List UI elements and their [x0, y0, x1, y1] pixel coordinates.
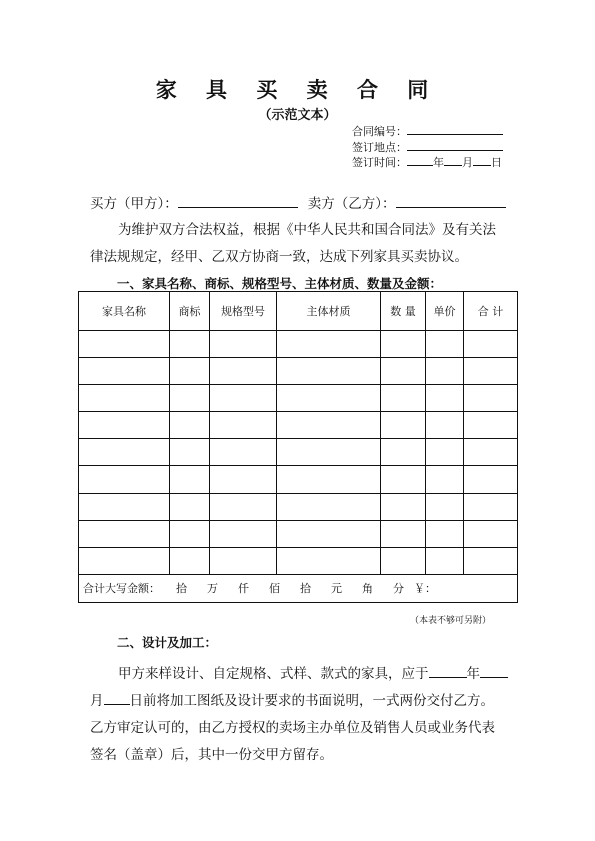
- sign-month-field[interactable]: [444, 154, 462, 166]
- unit-qian: 仟: [238, 582, 249, 596]
- table-cell[interactable]: [426, 493, 464, 520]
- table-cell[interactable]: [426, 412, 464, 439]
- sign-time-row: [352, 154, 502, 170]
- table-cell[interactable]: [210, 385, 277, 412]
- unit-fen: 分: [393, 582, 404, 596]
- table-cell[interactable]: [79, 358, 170, 385]
- total-amount-row: [79, 574, 518, 602]
- sign-year-field[interactable]: [407, 154, 433, 166]
- delivery-month-field[interactable]: [480, 663, 508, 678]
- sign-month-label: 月: [462, 156, 473, 169]
- table-cell[interactable]: [381, 385, 426, 412]
- sign-place-field[interactable]: [407, 139, 503, 151]
- table-cell[interactable]: [277, 547, 381, 574]
- table-cell[interactable]: [426, 439, 464, 466]
- delivery-year-label: 年: [466, 666, 480, 682]
- table-cell[interactable]: [170, 466, 210, 493]
- table-row: [79, 358, 518, 385]
- sign-place-label: 签订地点：: [352, 141, 407, 154]
- seller-field[interactable]: [396, 193, 506, 208]
- total-amount-cell: [79, 574, 518, 602]
- table-cell[interactable]: [79, 493, 170, 520]
- section2-line-2-text: 日前将加工图纸及设计要求的书面说明，一式两份交付乙方。: [129, 693, 494, 709]
- unit-shi-2: 拾: [300, 582, 311, 596]
- section2-line-4: 签名（盖章）后，其中一份交甲方留存。: [90, 747, 333, 763]
- table-cell[interactable]: [381, 493, 426, 520]
- sign-day-label: 日: [491, 156, 502, 169]
- contract-number-field[interactable]: [407, 123, 503, 135]
- col-header-material: 主体材质: [277, 292, 381, 331]
- table-cell[interactable]: [381, 358, 426, 385]
- table-cell[interactable]: [79, 412, 170, 439]
- col-header-subtotal: 合 计: [464, 292, 518, 331]
- delivery-day-field[interactable]: [104, 690, 130, 705]
- table-cell[interactable]: [464, 493, 518, 520]
- table-cell[interactable]: [277, 439, 381, 466]
- table-cell[interactable]: [210, 493, 277, 520]
- table-cell[interactable]: [210, 439, 277, 466]
- table-cell[interactable]: [210, 520, 277, 547]
- intro-line-1: 为维护双方合法权益，根据《中华人民共和国合同法》及有关法: [118, 222, 496, 238]
- table-cell[interactable]: [277, 520, 381, 547]
- unit-yuan: 元: [331, 582, 342, 596]
- section2-line-3: 乙方审定认可的，由乙方授权的卖场主办单位及销售人员或业务代表: [90, 720, 495, 736]
- table-cell[interactable]: [170, 439, 210, 466]
- table-cell[interactable]: [170, 331, 210, 358]
- table-cell[interactable]: [210, 466, 277, 493]
- table-cell[interactable]: [79, 520, 170, 547]
- table-cell[interactable]: [381, 547, 426, 574]
- table-cell[interactable]: [381, 412, 426, 439]
- table-row: [79, 439, 518, 466]
- table-cell[interactable]: [426, 466, 464, 493]
- table-cell[interactable]: [79, 385, 170, 412]
- table-cell[interactable]: [464, 547, 518, 574]
- delivery-year-field[interactable]: [429, 663, 467, 678]
- table-cell[interactable]: [381, 331, 426, 358]
- table-cell[interactable]: [464, 466, 518, 493]
- table-row: [79, 493, 518, 520]
- table-cell[interactable]: [210, 547, 277, 574]
- table-cell[interactable]: [277, 331, 381, 358]
- table-cell[interactable]: [210, 412, 277, 439]
- table-cell[interactable]: [277, 493, 381, 520]
- table-cell[interactable]: [426, 331, 464, 358]
- section2-line-1: [118, 662, 508, 682]
- table-cell[interactable]: [170, 412, 210, 439]
- table-row: [79, 520, 518, 547]
- table-row: [79, 331, 518, 358]
- buyer-field[interactable]: [178, 193, 298, 208]
- unit-jiao: 角: [362, 582, 373, 596]
- table-cell[interactable]: [464, 358, 518, 385]
- buyer-label: 买方（甲方）：: [90, 196, 178, 212]
- document-title: 家 具 买 卖 合 同: [155, 78, 440, 102]
- table-cell[interactable]: [381, 466, 426, 493]
- table-cell[interactable]: [210, 331, 277, 358]
- unit-shi-1: 拾: [176, 582, 187, 596]
- table-cell[interactable]: [170, 520, 210, 547]
- seller-label: 卖方（乙方）：: [307, 196, 396, 212]
- table-cell[interactable]: [79, 331, 170, 358]
- unit-yen-sign: ￥：: [414, 582, 436, 596]
- table-cell[interactable]: [277, 412, 381, 439]
- table-cell[interactable]: [170, 547, 210, 574]
- table-cell[interactable]: [426, 520, 464, 547]
- table-cell[interactable]: [426, 385, 464, 412]
- table-note: （本表不够可另附）: [410, 616, 492, 626]
- furniture-table: [78, 291, 518, 603]
- table-cell[interactable]: [426, 547, 464, 574]
- document-subtitle: （示范文本）: [258, 108, 337, 123]
- total-amount-label: 合计大写金额：: [83, 582, 160, 596]
- table-cell[interactable]: [277, 358, 381, 385]
- contract-number-label: 合同编号：: [352, 125, 407, 138]
- table-cell[interactable]: [277, 385, 381, 412]
- table-cell[interactable]: [464, 412, 518, 439]
- table-row: [79, 466, 518, 493]
- table-cell[interactable]: [170, 358, 210, 385]
- unit-bai: 佰: [269, 582, 280, 596]
- delivery-month-label: 月: [90, 693, 104, 709]
- section2-line-1-text: 甲方来样设计、自定规格、式样、款式的家具，应于: [118, 666, 429, 682]
- table-row: [79, 547, 518, 574]
- col-header-unit-price: 单价: [426, 292, 464, 331]
- table-cell[interactable]: [464, 331, 518, 358]
- section2-line-2: [90, 689, 494, 709]
- col-header-name: 家具名称: [79, 292, 170, 331]
- col-header-quantity: 数 量: [381, 292, 426, 331]
- table-cell[interactable]: [464, 385, 518, 412]
- section1-heading: 一、家具名称、商标、规格型号、主体材质、数量及金额：: [117, 276, 443, 291]
- table-cell[interactable]: [277, 466, 381, 493]
- table-row: [79, 412, 518, 439]
- col-header-brand: 商标: [170, 292, 210, 331]
- table-cell[interactable]: [426, 358, 464, 385]
- col-header-model: 规格型号: [210, 292, 277, 331]
- sign-place-row: [352, 139, 503, 155]
- sign-time-label: 签订时间：: [352, 156, 407, 169]
- unit-wan: 万: [207, 582, 218, 596]
- intro-line-2: 律法规规定，经甲、乙双方协商一致，达成下列家具买卖协议。: [90, 249, 468, 265]
- table-cell[interactable]: [79, 547, 170, 574]
- table-cell[interactable]: [464, 520, 518, 547]
- table-cell[interactable]: [464, 439, 518, 466]
- table-cell[interactable]: [381, 520, 426, 547]
- table-cell[interactable]: [210, 358, 277, 385]
- table-cell[interactable]: [170, 385, 210, 412]
- table-cell[interactable]: [79, 466, 170, 493]
- table-cell[interactable]: [381, 439, 426, 466]
- sign-year-label: 年: [433, 156, 444, 169]
- contract-number-row: [352, 123, 503, 139]
- section2-heading: 二、设计及加工：: [117, 635, 218, 650]
- parties-line: [90, 192, 506, 212]
- table-row: [79, 385, 518, 412]
- table-cell[interactable]: [170, 493, 210, 520]
- table-header-row: [79, 292, 518, 331]
- table-cell[interactable]: [79, 439, 170, 466]
- sign-day-field[interactable]: [473, 154, 491, 166]
